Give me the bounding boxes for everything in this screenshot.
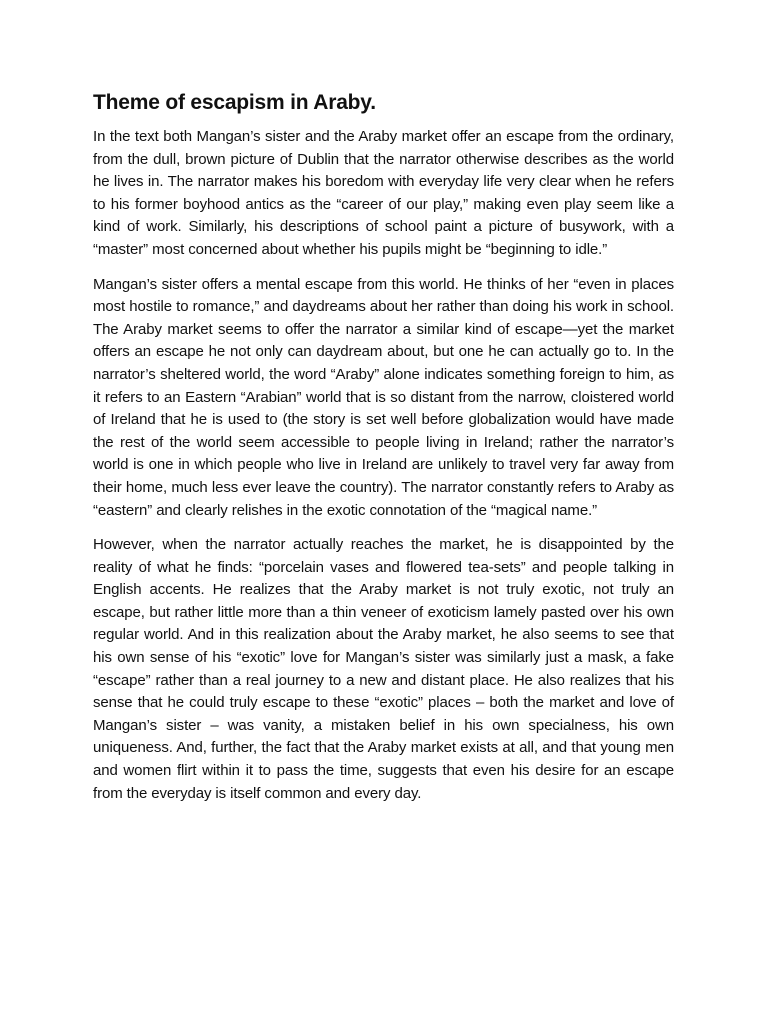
paragraph-1: In the text both Mangan’s sister and the Araby market offer an escape from the ordinary, from the dull, brown picture of Dublin that the narrator otherwise describes as the world he lives in. The narrator makes his boredom with everyday life very clear when he refers to his former boyhood antics as the “career of our play,” making even play seem like a kind of work. Similarly, his descriptions of school paint a picture of busywork, with a “master” most concerned about whether his pupils might be “beginning to idle.”: [93, 128, 674, 258]
paragraph-3: However, when the narrator actually reaches the market, he is disappointed by the reality of what he finds: “porcelain vases and flowered tea-sets” and people talking in English accents. He realizes that the Araby market is not truly exotic, not truly an escape, but rather little more than a thin veneer of exoticism lamely pasted over his own regular world. And in this realization about the Araby market, he also seems to see that his own sense of his “exotic” love for Mangan’s sister was similarly just a mask, a fake “escape” rather than a real journey to a new and distant place. He also realizes that his sense that he could truly escape to these “exotic” places – both the market and love of Mangan’s sister – was vanity, a mistaken belief in his own specialness, his own uniqueness. And, further, the fact that the Araby market exists at all, and that young men and women flirt within it to pass the time, suggests that even his desire for an escape from the everyday is itself common and every day.: [93, 536, 674, 802]
paragraph-2: Mangan’s sister offers a mental escape from this world. He thinks of her “even in places most hostile to romance,” and daydreams about her rather than doing his work in school. The Araby market seems to offer the narrator a similar kind of escape—yet the market offers an escape he not only can daydream about, but one he can actually go to. In the narrator’s sheltered world, the word “Araby” alone indicates something foreign to him, as it refers to an Eastern “Arabian” world that is so distant from the narrow, cloistered world of Ireland that he is used to (the story is set well before globalization would have made the rest of the world seem accessible to people living in Ireland; rather the narrator’s world is one in which people who live in Ireland are unlikely to travel very far away from their home, much less ever leave the country). The narrator constantly refers to Araby as “eastern” and clearly relishes in the exotic connotation of the “magical name.”: [93, 275, 674, 519]
document-page: [93, 88, 674, 817]
document-title: Theme of escapism in Araby.: [93, 91, 376, 114]
